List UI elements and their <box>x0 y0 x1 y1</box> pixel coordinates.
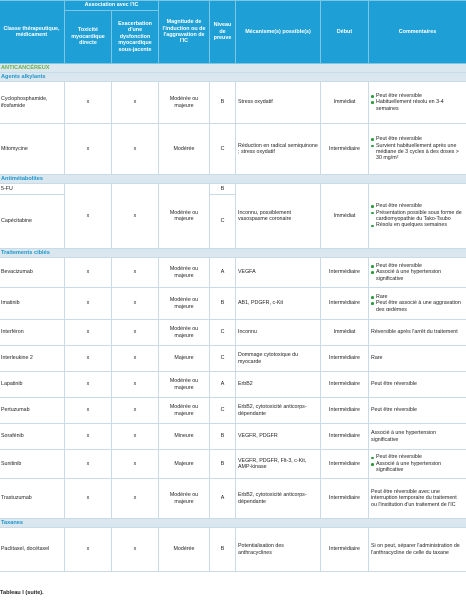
comment-item: Associé à une hypertension significative <box>371 461 464 474</box>
drug-name: Mitomycine <box>0 124 65 175</box>
subsection-targeted: Traitements ciblés <box>0 249 466 258</box>
drug-name: Lapatinib <box>0 372 65 398</box>
cell-onset: Intermédiaire <box>321 258 369 288</box>
cell-toxicity: x <box>65 82 112 124</box>
comment-item: Rare <box>371 294 464 300</box>
table-caption: Tableau I (suite). <box>0 590 44 596</box>
cell-level: B <box>210 288 236 320</box>
cell-comments: Associé à une hypertension significative <box>369 424 466 450</box>
subsection-row <box>0 249 466 258</box>
cell-comments: Peut être réversible <box>369 398 466 424</box>
drug-name: Sunitinib <box>0 450 65 479</box>
cell-magnitude: Modérée ou majeure <box>159 398 210 424</box>
comment-item: Peut être réversible <box>371 203 464 209</box>
cell-magnitude: Modérée ou majeure <box>159 320 210 346</box>
table-row <box>0 258 466 288</box>
comment-item: Survient habituellement après une médiane de 3 cycles à des doses > 30 mg/m² <box>371 143 464 162</box>
cell-magnitude: Modérée ou majeure <box>159 258 210 288</box>
cell-mechanism: Inconnu <box>236 320 321 346</box>
section-anticancer: ANTICANCÉREUX <box>0 64 466 73</box>
cell-magnitude: Modérée <box>159 528 210 572</box>
table-row <box>0 450 466 479</box>
cell-level: B <box>210 82 236 124</box>
cell-onset: Intermédiaire <box>321 124 369 175</box>
cell-mechanism: VEGFR, PDGFR <box>236 424 321 450</box>
cell-onset: Immédiat <box>321 320 369 346</box>
table-row <box>0 346 466 372</box>
cell-magnitude: Modérée <box>159 124 210 175</box>
cell-level: A <box>210 258 236 288</box>
cell-onset: Immédiat <box>321 184 369 249</box>
cell-mechanism: Réduction en radical semiquinone ; stress oxydatif <box>236 124 321 175</box>
cell-level: A <box>210 372 236 398</box>
cell-onset: Intermédiaire <box>321 288 369 320</box>
cell-exacerbation: x <box>112 398 159 424</box>
subsection-antimetabolites: Antimétabolites <box>0 175 466 184</box>
drug-name: 5-FU <box>0 184 65 195</box>
table-row <box>0 424 466 450</box>
cell-mechanism: ErbB2, cytotoxicité anticorps-dépendante <box>236 479 321 519</box>
cell-exacerbation: x <box>112 288 159 320</box>
cell-exacerbation: x <box>112 372 159 398</box>
cell-toxicity: x <box>65 398 112 424</box>
section-row <box>0 64 466 73</box>
comment-item: Résolu en quelques semaines <box>371 222 464 228</box>
table-row <box>0 124 466 175</box>
cell-exacerbation: x <box>112 528 159 572</box>
drug-name: Cyclophosphamide, ifosfamide <box>0 82 65 124</box>
cell-magnitude: Majeure <box>159 450 210 479</box>
comment-item: Peut être réversible <box>371 136 464 142</box>
cell-toxicity: x <box>65 320 112 346</box>
cell-onset: Intermédiaire <box>321 450 369 479</box>
drug-name: Interleukine 2 <box>0 346 65 372</box>
subsection-alkylating: Agents alkylants <box>0 73 466 82</box>
cell-onset: Intermédiaire <box>321 528 369 572</box>
header-association: Association avec l'IC <box>65 1 159 11</box>
cell-toxicity: x <box>65 479 112 519</box>
cell-toxicity: x <box>65 258 112 288</box>
cell-exacerbation: x <box>112 184 159 249</box>
cell-onset: Intermédiaire <box>321 479 369 519</box>
drug-name: Imatinib <box>0 288 65 320</box>
comment-item: Peut être associé à une aggravation des œdèmes <box>371 300 464 313</box>
comment-item: Habituellement résolu en 3-4 semaines <box>371 99 464 112</box>
cell-mechanism: Dommage cytotoxique du myocarde <box>236 346 321 372</box>
comment-item: Présentation possible sous forme de cardiomyopathie du Tako-Tsubo <box>371 210 464 223</box>
cell-comments: Rare <box>369 346 466 372</box>
cell-comments <box>369 124 466 175</box>
cell-comments <box>369 288 466 320</box>
cell-exacerbation: x <box>112 124 159 175</box>
cell-mechanism: ErbB2, cytotoxicité anticorps-dépendante <box>236 398 321 424</box>
header-class: Classe thérapeutique, médicament <box>0 1 65 64</box>
comment-item: Peut être réversible <box>371 263 464 269</box>
header-exacerbation: Exacerbation d'une dysfonction myocardique sous-jacente <box>112 11 159 64</box>
cell-toxicity: x <box>65 288 112 320</box>
cell-exacerbation: x <box>112 479 159 519</box>
cell-comments: Réversible après l'arrêt du traitement <box>369 320 466 346</box>
drug-name: Interféron <box>0 320 65 346</box>
cell-comments: Si on peut, séparer l'administration de l'anthracycline de celle du taxane <box>369 528 466 572</box>
table-row <box>0 479 466 519</box>
cell-comments <box>369 184 466 249</box>
cell-level: C <box>210 346 236 372</box>
header-onset: Début <box>321 1 369 64</box>
subsection-row <box>0 73 466 82</box>
subsection-taxanes: Taxanes <box>0 519 466 528</box>
cell-magnitude: Modérée ou majeure <box>159 372 210 398</box>
cell-onset: Intermédiaire <box>321 424 369 450</box>
cell-toxicity: x <box>65 424 112 450</box>
cell-exacerbation: x <box>112 82 159 124</box>
cell-magnitude: Mineure <box>159 424 210 450</box>
cell-level: A <box>210 479 236 519</box>
comment-item: Peut être réversible <box>371 93 464 99</box>
cell-exacerbation: x <box>112 346 159 372</box>
cell-mechanism: Stress oxydatif <box>236 82 321 124</box>
drug-name: Bevacizumab <box>0 258 65 288</box>
cell-onset: Intermédiaire <box>321 398 369 424</box>
table-row <box>0 398 466 424</box>
table-header <box>0 1 466 64</box>
cell-mechanism: Potentialisation des anthracyclines <box>236 528 321 572</box>
drug-name: Trastuzumab <box>0 479 65 519</box>
cell-onset: Intermédiaire <box>321 346 369 372</box>
drug-name: Pertuzumab <box>0 398 65 424</box>
cell-level: C <box>210 124 236 175</box>
cell-comments <box>369 82 466 124</box>
cell-level: B <box>210 184 236 195</box>
cell-comments <box>369 258 466 288</box>
drug-name: Paclitaxel, docétaxel <box>0 528 65 572</box>
cell-toxicity: x <box>65 528 112 572</box>
comment-item: Peut être réversible <box>371 454 464 460</box>
table-row <box>0 184 466 195</box>
cell-onset: Immédiat <box>321 82 369 124</box>
table-row <box>0 82 466 124</box>
header-comments: Commentaires <box>369 1 466 64</box>
cell-level: B <box>210 528 236 572</box>
cell-mechanism: VEGFR, PDGFR, Flt-3, c-Kit, AMP-kinase <box>236 450 321 479</box>
table-row <box>0 372 466 398</box>
table-row <box>0 320 466 346</box>
cell-mechanism: ErbB2 <box>236 372 321 398</box>
cell-comments <box>369 450 466 479</box>
cell-comments: Peut être réversible avec une interruption temporaire du traitement ou l'institution d'un traitement de l'IC <box>369 479 466 519</box>
cell-onset: Intermédiaire <box>321 372 369 398</box>
subsection-row <box>0 175 466 184</box>
cell-toxicity: x <box>65 124 112 175</box>
header-level: Niveau de preuve <box>210 1 236 64</box>
cell-magnitude: Modérée ou majeure <box>159 288 210 320</box>
cell-toxicity: x <box>65 372 112 398</box>
cell-mechanism: Inconnu, possiblement vasospasme coronaire <box>236 184 321 249</box>
drug-name: Sorafénib <box>0 424 65 450</box>
table-row <box>0 528 466 572</box>
cell-level: C <box>210 398 236 424</box>
subsection-row <box>0 519 466 528</box>
header-toxicity: Toxicité myocardique directe <box>65 11 112 64</box>
cell-magnitude: Modérée ou majeure <box>159 184 210 249</box>
cell-magnitude: Majeure <box>159 346 210 372</box>
comment-item: Associé à une hypertension significative <box>371 269 464 282</box>
cell-toxicity: x <box>65 450 112 479</box>
cell-exacerbation: x <box>112 424 159 450</box>
cell-level: B <box>210 424 236 450</box>
header-mechanism: Mécanisme(s) possible(s) <box>236 1 321 64</box>
cell-exacerbation: x <box>112 258 159 288</box>
drug-name: Capécitabine <box>0 195 65 249</box>
cell-exacerbation: x <box>112 320 159 346</box>
cell-toxicity: x <box>65 184 112 249</box>
cell-level: C <box>210 320 236 346</box>
cell-magnitude: Modérée ou majeure <box>159 82 210 124</box>
cell-toxicity: x <box>65 346 112 372</box>
cell-comments: Peut être réversible <box>369 372 466 398</box>
cell-level: C <box>210 195 236 249</box>
cell-exacerbation: x <box>112 450 159 479</box>
cell-magnitude: Modérée ou majeure <box>159 479 210 519</box>
table-row <box>0 288 466 320</box>
cell-level: B <box>210 450 236 479</box>
cell-mechanism: AB1, PDGFR, c-Kit <box>236 288 321 320</box>
cell-mechanism: VEGFA <box>236 258 321 288</box>
header-magnitude: Magnitude de l'induction ou de l'aggravation de l'IC <box>159 1 210 64</box>
